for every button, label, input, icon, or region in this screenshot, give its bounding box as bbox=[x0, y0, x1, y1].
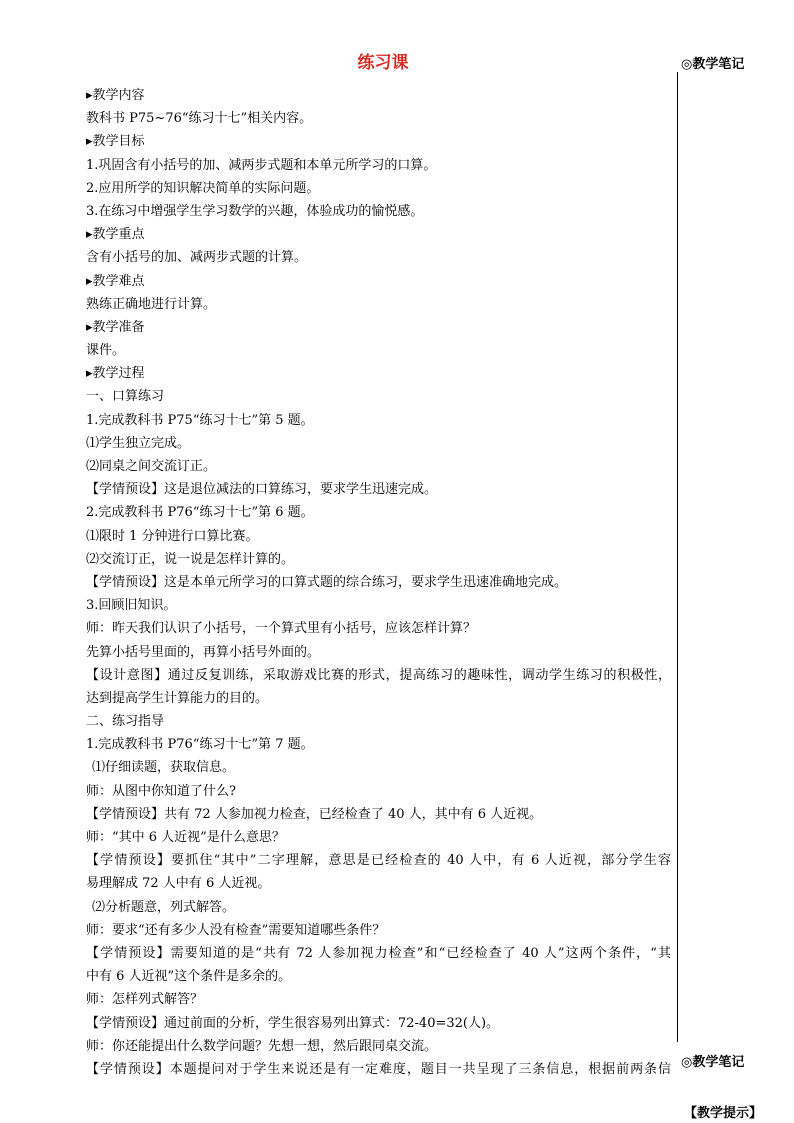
text-line: ⑴学生独立完成。 bbox=[86, 435, 191, 451]
text-line: 师：“其中 6 人近视”是什么意思？ bbox=[86, 830, 285, 845]
text-line: 一、口算练习 bbox=[86, 389, 165, 405]
text-line: 师：怎样列式解答？ bbox=[86, 992, 204, 1008]
text-line: 1.完成教科书 P75“练习十七”第 5 题。 bbox=[86, 412, 314, 428]
text-line: ▸教学准备 bbox=[86, 319, 145, 335]
notes-column-divider bbox=[677, 72, 678, 1042]
page-title: 练习课 bbox=[357, 53, 409, 73]
text-line: 1.完成教科书 P76“练习十七”第 7 题。 bbox=[86, 737, 314, 753]
text-line: 含有小括号的加、减两步式题的计算。 bbox=[86, 250, 308, 266]
text-line: 教科书 P75~76“练习十七”相关内容。 bbox=[86, 111, 313, 127]
text-line: ⑵同桌之间交流订正。 bbox=[86, 459, 217, 474]
text-line: ▸教学难点 bbox=[86, 273, 145, 289]
text-line: 【学情预设】这是退位减法的口算练习，要求学生迅速完成。 bbox=[86, 482, 438, 498]
text-line: ▸教学重点 bbox=[86, 227, 145, 243]
text-line: ⑴仔细读题，获取信息。 bbox=[92, 760, 236, 776]
text-line: 3.在练习中增强学生学习数学的兴趣，体验成功的愉悦感。 bbox=[86, 203, 424, 219]
teaching-notes-label-bottom: ◎教学笔记 bbox=[681, 1055, 745, 1070]
text-line: 【设计意图】通过反复训练，采取游戏比赛的形式，提高练习的趣味性，调动学生练习的积极性， bbox=[86, 667, 671, 683]
text-line: 【学情预设】本题提问对于学生来说还是有一定难度，题目一共呈现了三条信息，根据前两条信 bbox=[86, 1061, 671, 1077]
text-line: 先算小括号里面的，再算小括号外面的。 bbox=[86, 644, 321, 660]
text-line: ▸教学内容 bbox=[86, 88, 145, 103]
text-line: ▸教学目标 bbox=[86, 134, 145, 150]
text-line: 师：从图中你知道了什么? bbox=[86, 783, 236, 799]
text-line: ⑵分析题意，列式解答。 bbox=[92, 899, 236, 915]
text-line: 师：要求“还有多少人没有检查”需要知道哪些条件？ bbox=[86, 922, 386, 938]
teaching-tip-label: 【教学提示】 bbox=[684, 1106, 763, 1121]
text-line: ⑴限时 1 分钟进行口算比赛。 bbox=[86, 528, 259, 544]
text-line: 中有 6 人近视”这个条件是多余的。 bbox=[86, 969, 292, 985]
text-line: 3.回顾旧知识。 bbox=[86, 598, 177, 614]
text-line: ▸教学过程 bbox=[86, 366, 145, 382]
text-line: 2.应用所学的知识解决简单的实际问题。 bbox=[86, 180, 320, 196]
text-line: 二、练习指导 bbox=[86, 714, 165, 730]
text-line: 课件。 bbox=[86, 343, 126, 359]
text-line: 【学情预设】共有 72 人参加视力检查，已经检查了 40 人，其中有 6 人近视。 bbox=[86, 806, 543, 822]
lesson-plan-body bbox=[86, 84, 671, 1081]
text-line: 易理解成 72 人中有 6 人近视。 bbox=[86, 876, 271, 892]
text-line: 师：你还能提出什么数学问题？先想一想，然后跟同桌交流。 bbox=[86, 1038, 438, 1054]
text-line: 【学情预设】需要知道的是“共有 72 人参加视力检查”和“已经检查了 40 人”这两个条件，“其 bbox=[86, 945, 671, 961]
text-line: ⑵交流订正，说一说是怎样计算的。 bbox=[86, 551, 295, 567]
text-line: 【学情预设】这是本单元所学习的口算式题的综合练习，要求学生迅速准确地完成。 bbox=[86, 574, 568, 590]
text-line: 师：昨天我们认识了小括号，一个算式里有小括号，应该怎样计算？ bbox=[86, 621, 477, 637]
text-line: 【学情预设】通过前面的分析，学生很容易列出算式：72-40=32(人)。 bbox=[86, 1015, 500, 1031]
text-line: 熟练正确地进行计算。 bbox=[86, 296, 217, 312]
text-line: 达到提高学生计算能力的目的。 bbox=[86, 690, 269, 706]
text-line: 1.巩固含有小括号的加、减两步式题和本单元所学习的口算。 bbox=[86, 157, 437, 173]
text-line: 【学情预设】要抓住“其中”二字理解，意思是已经检查的 40 人中，有 6 人近视，部分学生容 bbox=[86, 853, 671, 869]
teaching-notes-label-top: ◎教学笔记 bbox=[681, 57, 745, 72]
text-line: 2.完成教科书 P76“练习十七”第 6 题。 bbox=[86, 505, 314, 521]
